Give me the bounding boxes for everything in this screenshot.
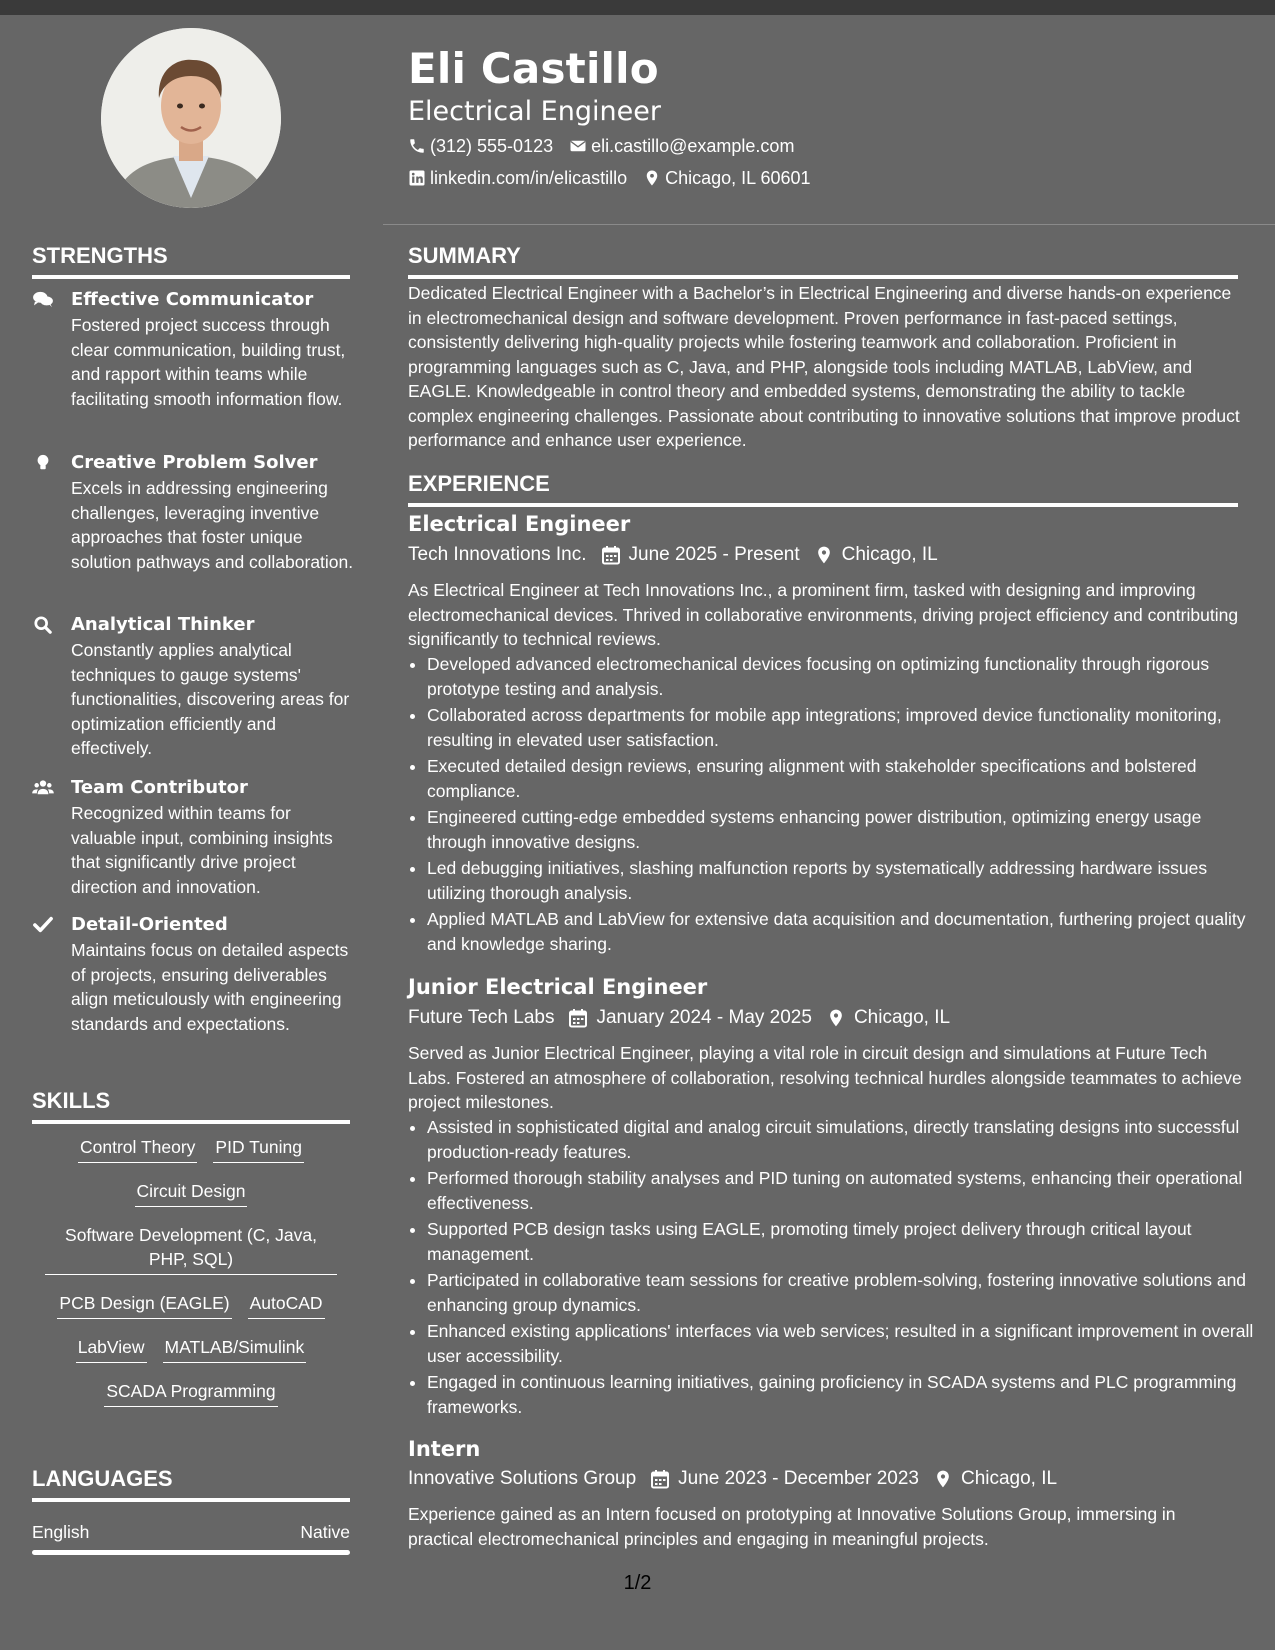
language-row [32,1520,350,1544]
skill-tag: Circuit Design [135,1179,248,1207]
skill-tag: PCB Design (EAGLE) [57,1291,231,1319]
search-icon [32,616,54,634]
envelope-icon [569,137,587,155]
job-role: Electrical Engineer [408,512,631,536]
strength-desc: Excels in addressing engineering challenges, leveraging inventive approaches that foster unique solution pathways and collaboration. [71,478,354,572]
language-level: Native [300,1522,350,1542]
strength-title: Creative Problem Solver [71,452,318,473]
map-marker-icon [643,169,661,187]
job-dates [568,1006,811,1030]
job-meta [408,1006,964,1030]
strength-desc: Maintains focus on detailed aspects of projects, ensuring deliverables align meticulously with engineering standards and expectations. [71,940,349,1034]
strength-desc: Recognized within teams for valuable input, combining insights that significantly drive project direction and innovation. [71,803,333,897]
skill-tag: PID Tuning [213,1135,304,1163]
job-bullet: • Performed thorough stability analyses and PID tuning on automated systems, enhancing their operational effectiveness. [427,1166,1262,1215]
job-role: Junior Electrical Engineer [408,975,708,999]
job-company: Innovative Solutions Group [408,1468,637,1489]
check-icon [32,916,54,934]
job-role: Intern [408,1437,481,1461]
linkedin-text: linkedin.com/in/elicastillo [430,168,628,188]
phone-text: (312) 555-0123 [430,136,554,156]
job-bullet: • Engineered cutting-edge embedded systems enhancing power distribution, optimizing energy usage through innovative designs. [427,805,1262,854]
job-description: As Electrical Engineer at Tech Innovations Inc., a prominent firm, tasked with designing and improving electromechanical devices. Thrived in collaborative environments, driving project efficiency and contributing significantly to technical reviews. [408,580,1239,649]
job-dates-text: June 2025 - Present [628,544,800,565]
job-bullet: • Enhanced existing applications' interfaces via web services; resulted in a significant improvement in overall user accessibility. [427,1319,1262,1368]
profile-photo [101,28,281,208]
candidate-title: Electrical Engineer [408,96,661,127]
job-bullet: • Developed advanced electromechanical devices focusing on optimizing functionality through rigorous prototype testing and analysis. [427,652,1262,701]
language-name: English [32,1522,90,1542]
map-marker-icon [826,1008,846,1028]
job-location [826,1006,950,1030]
candidate-name: Eli Castillo [408,44,659,93]
job-bullet: • Applied MATLAB and LabView for extensive data acquisition and documentation, furthering project quality and knowledge sharing. [427,907,1262,956]
job-company: Tech Innovations Inc. [408,544,587,565]
job-location [933,1467,1057,1491]
contact-location [643,167,810,189]
phone-icon [408,137,426,155]
languages-heading: LANGUAGES [32,1466,350,1502]
contact-linkedin[interactable] [408,167,627,189]
job-bullet: • Assisted in sophisticated digital and analog circuit simulations, directly translating designs into successful production-ready features. [427,1115,1262,1164]
job-location-text: Chicago, IL [960,1468,1058,1489]
job-dates [601,543,800,567]
skills-list [32,1135,350,1423]
experience-heading: EXPERIENCE [408,471,1238,507]
linkedin-icon [408,169,426,187]
location-text: Chicago, IL 60601 [665,168,811,188]
header-divider [383,224,1275,225]
language-proficiency-bar [32,1550,350,1555]
skills-heading: SKILLS [32,1088,350,1124]
contact-row-1 [408,135,810,157]
job-bullet: • Executed detailed design reviews, ensuring alignment with stakeholder specifications and bolstered compliance. [427,754,1262,803]
calendar-icon [650,1469,670,1489]
strength-title: Team Contributor [71,777,248,798]
job-bullet: • Engaged in continuous learning initiatives, gaining proficiency in SCADA systems and PLC programming frameworks. [427,1370,1262,1419]
job-bullet: • Supported PCB design tasks using EAGLE, promoting timely project delivery through critical layout management. [427,1217,1262,1266]
job-dates-text: January 2024 - May 2025 [596,1007,812,1028]
job-company: Future Tech Labs [408,1007,555,1028]
job-dates-text: June 2023 - December 2023 [678,1468,919,1489]
strength-title: Analytical Thinker [71,614,255,635]
contact-email[interactable] [569,135,794,157]
strength-desc: Fostered project success through clear communication, building trust, and rapport within teams while facilitating smooth information flow. [71,315,346,409]
skill-tag: MATLAB/Simulink [163,1335,307,1363]
skill-tag: SCADA Programming [104,1379,277,1407]
strength-desc: Constantly applies analytical techniques to gauge systems' functionalities, discovering areas for optimization efficiently and effectively. [71,640,350,758]
job-bullets [408,1115,1262,1421]
map-marker-icon [814,545,834,565]
email-text: eli.castillo@example.com [591,136,795,156]
skill-tag: AutoCAD [248,1291,325,1319]
summary-heading: SUMMARY [408,243,1238,279]
job-bullets [408,652,1262,958]
strength-title: Effective Communicator [71,289,314,310]
job-location-text: Chicago, IL [853,1007,951,1028]
job-description: Experience gained as an Intern focused on prototyping at Innovative Solutions Group, immersing in practical electromechanical principles and engaging in meaningful projects. [408,1504,1176,1549]
job-dates [650,1467,919,1491]
skill-tag: Software Development (C, Java, PHP, SQL) [45,1223,337,1275]
lightbulb-icon [32,454,54,472]
job-description: Served as Junior Electrical Engineer, playing a vital role in circuit design and simulations at Future Tech Labs. Fostered an atmosphere of collaboration, resolving technical hurdles alongside teammates to achieve project milestones. [408,1043,1242,1112]
job-bullet: • Led debugging initiatives, slashing malfunction reports by systematically addressing hardware issues utilizing thorough analysis. [427,856,1262,905]
strengths-heading: STRENGTHS [32,243,350,279]
map-marker-icon [933,1469,953,1489]
contact-phone[interactable] [408,135,553,157]
contact-row-2 [408,167,827,189]
calendar-icon [568,1008,588,1028]
strength-title: Detail-Oriented [71,914,228,935]
job-bullet: • Collaborated across departments for mobile app integrations; improved device functionality monitoring, resulting in elevated user satisfaction. [427,703,1262,752]
job-bullet: • Participated in collaborative team sessions for creative problem-solving, fostering innovative solutions and enhancing group dynamics. [427,1268,1262,1317]
users-icon [32,779,54,797]
job-meta [408,1467,1071,1491]
comments-icon [32,291,54,309]
top-bar [0,0,1275,15]
job-location [814,543,938,567]
job-location-text: Chicago, IL [841,544,938,565]
summary-text: Dedicated Electrical Engineer with a Bachelor’s in Electrical Engineering and diverse hands-on experience in electromechanical design and software development. Proven performance in fast-paced settings, consistently delivering high-quality projects while fostering teamwork and collaboration. Proficient in programming languages such as C, Java, and PHP, alongside tools including MATLAB, LabView, and EAGLE. Knowledgeable in control theory and embedded systems, demonstrating the ability to tackle complex engineering challenges. Passionate about contributing to innovative solutions that improve product performance and enhance user experience. [408,283,1240,450]
skill-tag: Control Theory [78,1135,197,1163]
skill-tag: LabView [76,1335,147,1363]
page-number: 1/2 [623,1572,652,1594]
job-meta [408,543,952,567]
calendar-icon [601,545,621,565]
